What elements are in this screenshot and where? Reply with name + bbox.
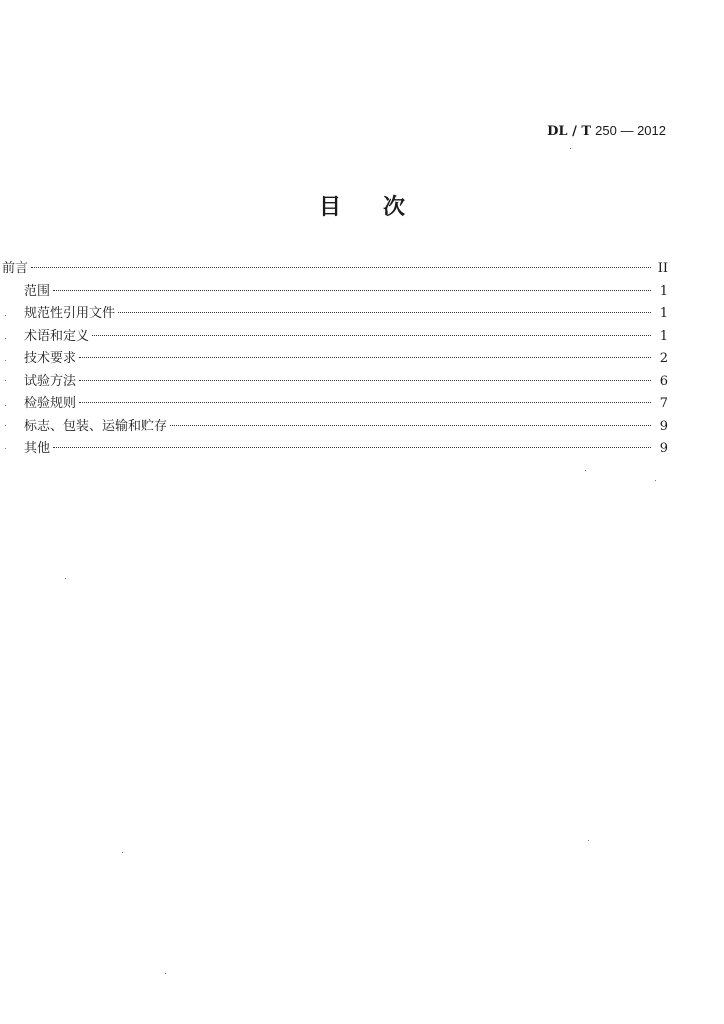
- scan-speck: [5, 405, 6, 406]
- toc-entry-test-methods[interactable]: [0, 371, 668, 394]
- toc-entry-label: 前言: [2, 261, 29, 276]
- toc-leader: [92, 335, 651, 336]
- scan-speck: [5, 380, 6, 381]
- scan-speck: [5, 448, 6, 449]
- toc-leader: [170, 425, 651, 426]
- toc-leader: [79, 380, 651, 381]
- scan-speck: [5, 360, 6, 361]
- toc-entry-label: 标志、包装、运输和贮存: [24, 418, 168, 434]
- scan-speck: [5, 425, 6, 426]
- toc-entry-other[interactable]: [0, 438, 668, 461]
- scan-speck: [65, 578, 66, 579]
- scan-speck: [5, 315, 6, 316]
- toc-entry-foreword[interactable]: [0, 258, 668, 281]
- toc-entry-terms-definitions[interactable]: [0, 326, 668, 349]
- toc-entry-technical-requirements[interactable]: [0, 348, 668, 371]
- scan-speck: [5, 338, 6, 339]
- toc-leader: [53, 290, 651, 291]
- toc-entry-page: 7: [659, 396, 668, 411]
- toc-leader: [79, 402, 651, 403]
- toc-entry-scope[interactable]: [0, 281, 668, 304]
- toc-entry-page: 2: [659, 351, 668, 366]
- table-of-contents: [0, 258, 668, 461]
- toc-entry-marking-packaging[interactable]: [0, 416, 668, 439]
- toc-entry-label: 其他: [24, 441, 51, 456]
- toc-entry-normative-references[interactable]: [0, 303, 668, 326]
- toc-entry-label: 规范性引用文件: [24, 306, 116, 321]
- toc-entry-label: 试验方法: [24, 373, 77, 389]
- toc-entry-label: 术语和定义: [24, 328, 90, 344]
- scan-speck: [165, 973, 166, 974]
- standard-number: 250 — 2012: [595, 123, 666, 138]
- toc-entry-page: 9: [659, 441, 668, 456]
- scan-speck: [585, 470, 586, 471]
- scan-speck: [570, 148, 571, 149]
- scan-speck: [122, 852, 123, 853]
- toc-entry-label: 范围: [24, 283, 51, 299]
- toc-entry-page: 6: [659, 373, 668, 389]
- toc-entry-page: II: [657, 261, 668, 276]
- toc-entry-page: 9: [659, 418, 668, 434]
- scan-speck: [588, 840, 589, 841]
- standard-prefix: DL / T: [547, 124, 592, 139]
- standard-code: [547, 123, 666, 139]
- toc-entry-page: 1: [659, 306, 668, 321]
- toc-entry-page: 1: [659, 283, 668, 299]
- toc-leader: [118, 312, 651, 313]
- toc-leader: [79, 357, 651, 358]
- toc-leader: [31, 267, 651, 268]
- scan-speck: [655, 480, 656, 481]
- toc-entry-inspection-rules[interactable]: [0, 393, 668, 416]
- toc-leader: [53, 447, 651, 448]
- toc-entry-label: 检验规则: [24, 396, 77, 411]
- toc-entry-page: 1: [659, 328, 668, 344]
- page-title: 目次: [318, 194, 447, 220]
- toc-entry-label: 技术要求: [24, 351, 77, 366]
